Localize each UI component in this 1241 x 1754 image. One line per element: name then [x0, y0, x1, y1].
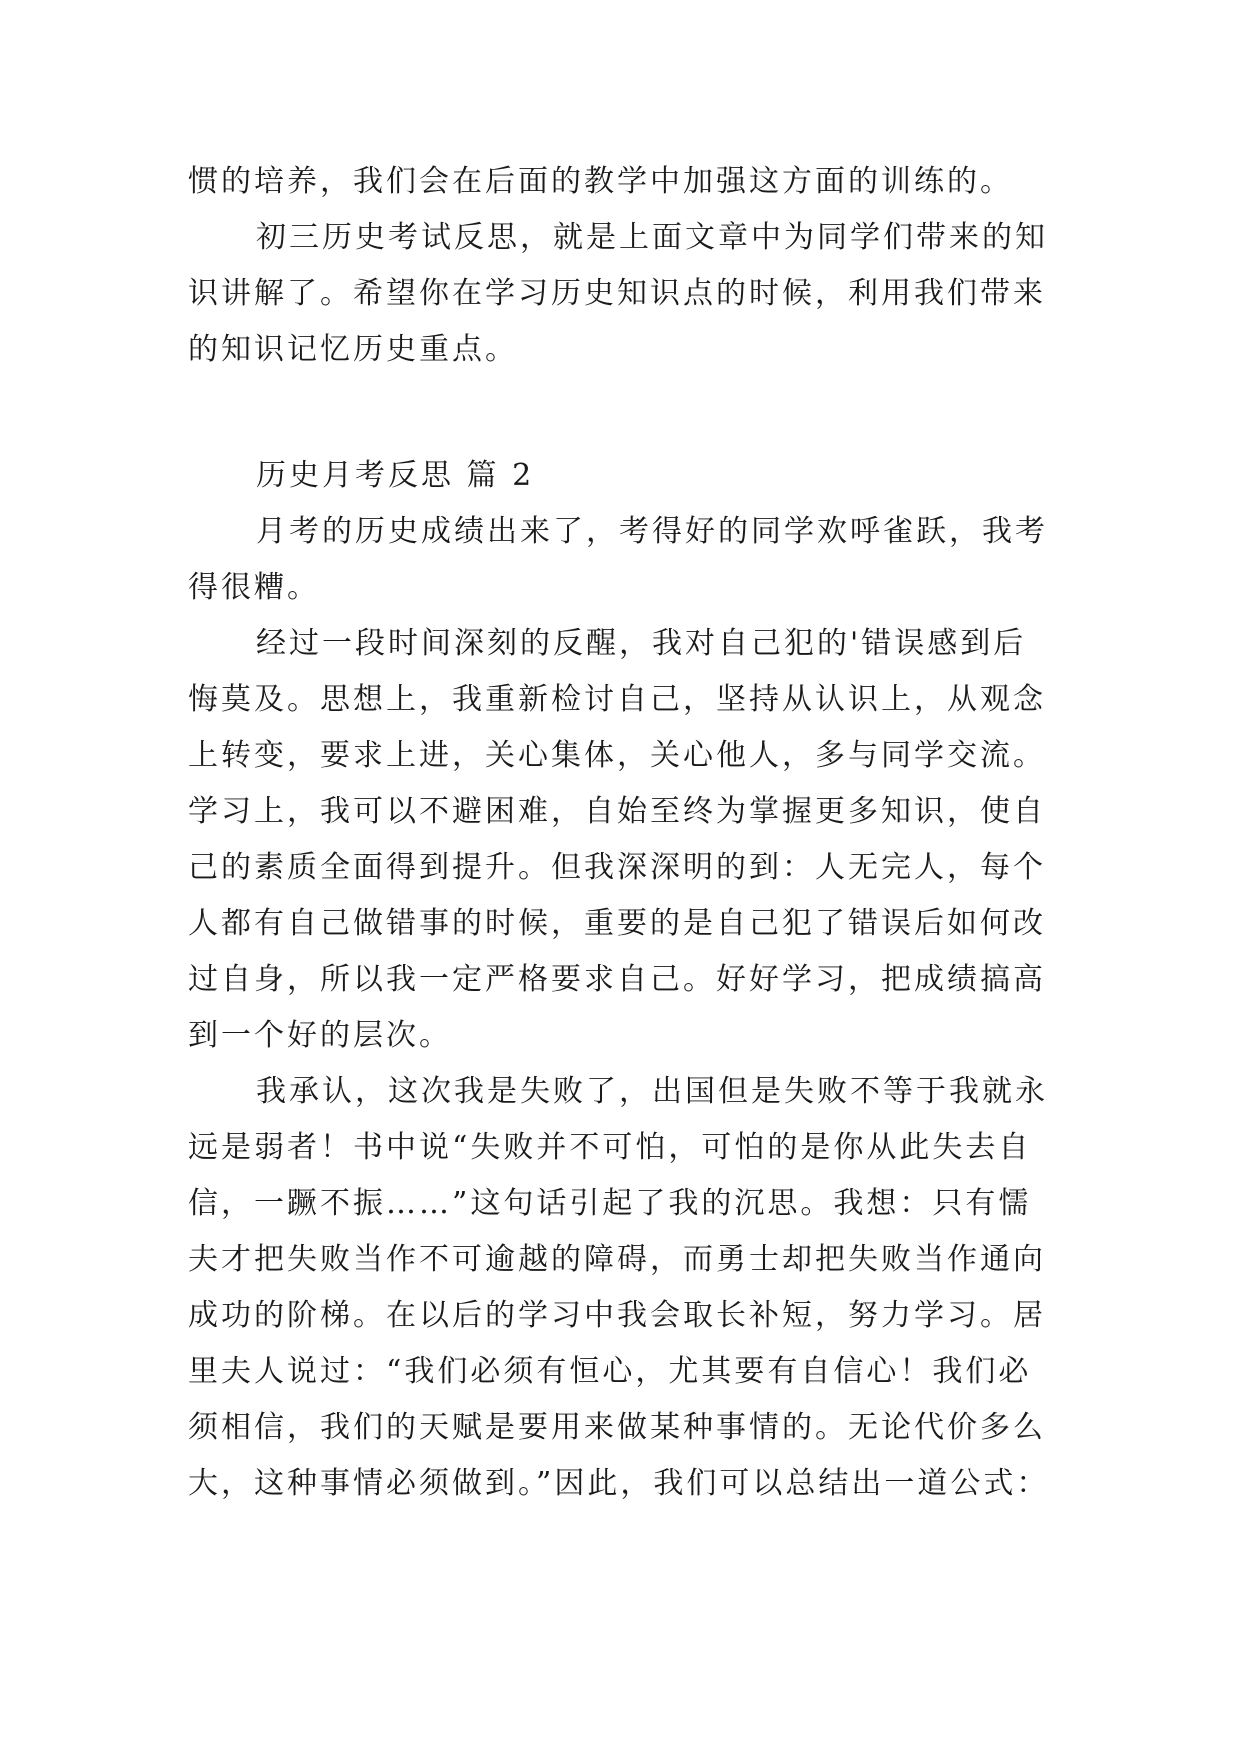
text-line: 里夫人说过：“我们必须有恒心，尤其要有自信心！我们必: [188, 1354, 1032, 1389]
text-line: 惯的培养，我们会在后面的教学中加强这方面的训练的。: [188, 164, 1013, 199]
text-line: 须相信，我们的天赋是要用来做某种事情的。无论代价多么: [188, 1410, 1046, 1445]
text-line: 远是弱者！书中说“失败并不可怕，可怕的是你从此失去自: [188, 1130, 1032, 1165]
text-line: 初三历史考试反思，就是上面文章中为同学们带来的知: [256, 220, 1048, 255]
text-line: 己的素质全面得到提升。但我深深明的到：人无完人，每个: [188, 850, 1046, 885]
text-line: 识讲解了。希望你在学习历史知识点的时候，利用我们带来: [188, 276, 1046, 311]
text-line: 得很糟。: [188, 570, 320, 605]
text-line: 大，这种事情必须做到。”因此，我们可以总结出一道公式：: [188, 1466, 1050, 1501]
text-line: 到一个好的层次。: [188, 1018, 452, 1053]
text-line: 学习上，我可以不避困难，自始至终为掌握更多知识，使自: [188, 794, 1046, 829]
text-line: 经过一段时间深刻的反醒，我对自己犯的'错误感到后: [256, 626, 1027, 661]
text-line: 成功的阶梯。在以后的学习中我会取长补短，努力学习。居: [188, 1298, 1046, 1333]
text-line: 月考的历史成绩出来了，考得好的同学欢呼雀跃，我考: [256, 514, 1048, 549]
text-line: 过自身，所以我一定严格要求自己。好好学习，把成绩搞高: [188, 962, 1046, 997]
text-line: 上转变，要求上进，关心集体，关心他人，多与同学交流。: [188, 738, 1046, 773]
text-line: 夫才把失败当作不可逾越的障碍，而勇士却把失败当作通向: [188, 1242, 1046, 1277]
text-line: 的知识记忆历史重点。: [188, 332, 518, 367]
text-line: 悔莫及。思想上，我重新检讨自己，坚持从认识上，从观念: [188, 682, 1046, 717]
section-heading: 历史月考反思 篇 2: [256, 458, 535, 493]
text-line: 信，一蹶不振……”这句话引起了我的沉思。我想：只有懦: [188, 1186, 1032, 1221]
text-line: 人都有自己做错事的时候，重要的是自己犯了错误后如何改: [188, 906, 1046, 941]
text-line: 我承认，这次我是失败了，出国但是失败不等于我就永: [256, 1074, 1048, 1109]
